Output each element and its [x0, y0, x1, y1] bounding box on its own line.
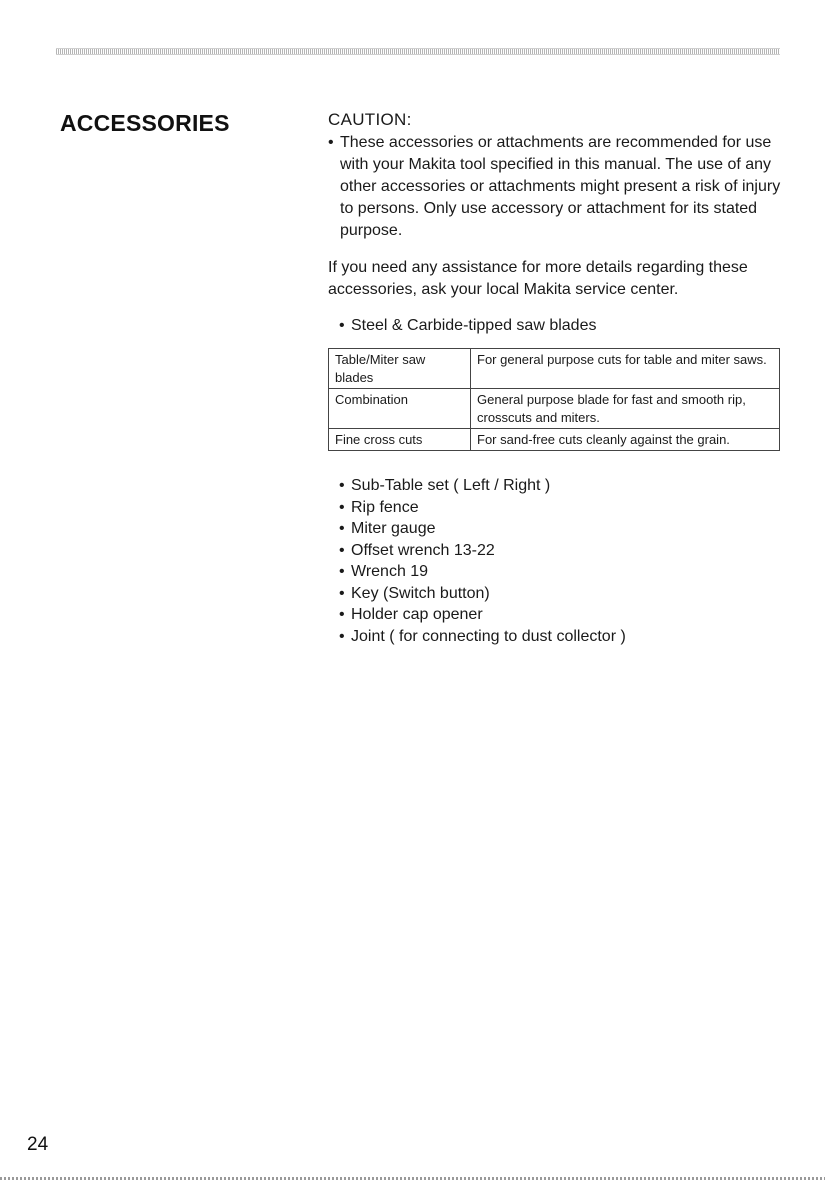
list-item [339, 604, 788, 626]
bullet-icon: • [339, 498, 345, 516]
table-row [329, 349, 780, 389]
accessories-list [328, 475, 788, 647]
list-item-label: Wrench 19 [351, 563, 429, 580]
blade-type-cell: Combination [329, 389, 471, 429]
assistance-paragraph: If you need any assistance for more details regarding these accessories, ask your local Makita service center. [328, 259, 748, 298]
bullet-icon: • [339, 563, 345, 580]
bullet-icon: • [339, 477, 345, 494]
blade-description-cell: General purpose blade for fast and smooth rip, crosscuts and miters. [471, 389, 780, 429]
list-item [339, 626, 788, 648]
blade-description-cell: For sand-free cuts cleanly against the grain. [471, 429, 780, 451]
list-item-label: Joint ( for connecting to dust collector ) [351, 627, 626, 645]
bullet-icon: • [339, 627, 345, 645]
blade-description-cell: For general purpose cuts for table and miter saws. [471, 349, 780, 389]
main-content [328, 108, 788, 647]
list-item-label: Sub-Table set ( Left / Right ) [351, 477, 551, 494]
saw-blades-heading [328, 315, 788, 337]
list-item-label: Rip fence [351, 498, 419, 516]
list-item [339, 475, 788, 497]
page-number: 24 [27, 1134, 49, 1155]
saw-blades-label: Steel & Carbide-tipped saw blades [351, 317, 597, 334]
blade-type-cell: Table/Miter saw blades [329, 349, 471, 389]
caution-paragraph [328, 132, 788, 242]
blade-type-cell: Fine cross cuts [329, 429, 471, 451]
bullet-icon: • [339, 541, 345, 559]
list-item [339, 561, 788, 583]
list-item-label: Key (Switch button) [351, 584, 490, 602]
bullet-icon: • [339, 520, 345, 537]
saw-blades-table [328, 348, 780, 451]
bullet-icon: • [328, 134, 334, 151]
list-item-label: Offset wrench 13-22 [351, 541, 495, 559]
bullet-icon: • [339, 584, 345, 602]
table-row [329, 429, 780, 451]
section-title: ACCESSORIES [60, 110, 230, 136]
caution-text: These accessories or attachments are recommended for use with your Makita tool specified in this manual. The use of any other accessories or attachments might present a risk of injury to persons. Only use accessory or attachment for its stated purpose. [340, 134, 781, 239]
list-item [339, 497, 788, 519]
bullet-icon: • [339, 606, 345, 623]
list-item [339, 518, 788, 540]
list-item [339, 540, 788, 562]
bullet-icon: • [339, 317, 345, 334]
list-item [339, 583, 788, 605]
caution-heading: CAUTION: [328, 110, 412, 129]
list-item-label: Holder cap opener [351, 606, 483, 623]
list-item-label: Miter gauge [351, 520, 436, 537]
table-row [329, 389, 780, 429]
bottom-rule [0, 1177, 825, 1180]
top-rule [56, 48, 780, 55]
